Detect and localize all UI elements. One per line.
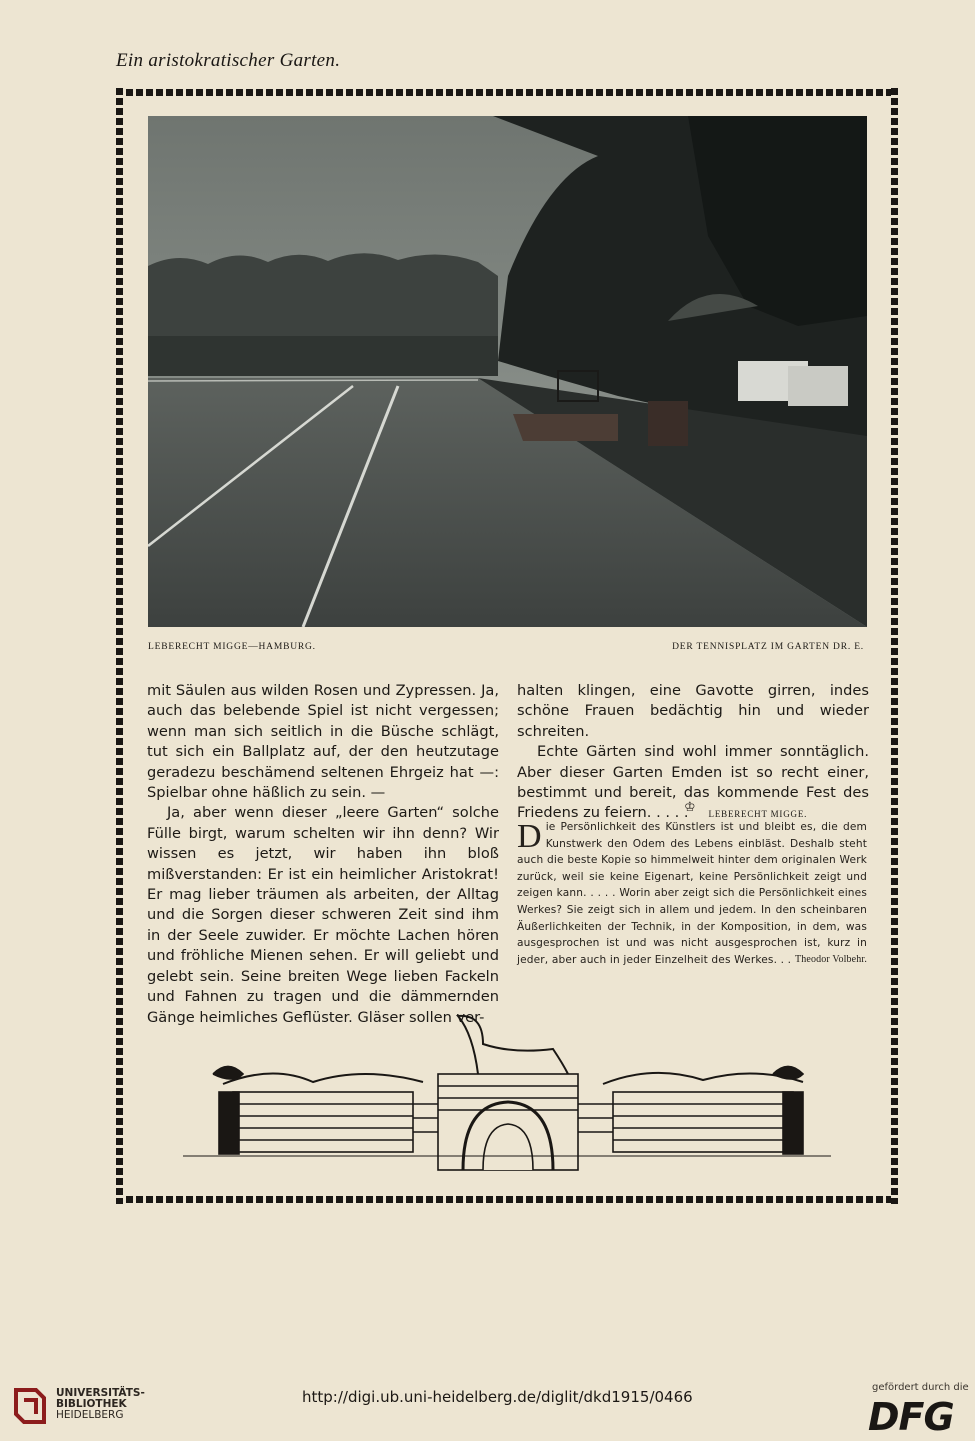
photo-caption-credit: LEBERECHT MIGGE—HAMBURG.	[148, 642, 316, 652]
author-signature: LEBERECHT MIGGE.	[708, 809, 808, 820]
decorative-border-left	[116, 88, 123, 1204]
decorative-border-top	[116, 89, 898, 96]
decorative-border-bottom	[116, 1196, 898, 1203]
permalink-url[interactable]: http://digi.ub.uni-heidelberg.de/diglit/dkd1915/0466	[302, 1388, 693, 1406]
tennis-court-photo	[148, 116, 867, 627]
quotation-block	[517, 819, 867, 968]
paragraph: Ja, aber wenn dieser „leere Garten“ solche Fülle birgt, warum schelten wir ihn denn? Wir wissen es jetzt, wir haben ihn bloß mißverstanden: Er ist ein heimlicher Aristokrat! Er mag lieber träumen als arbeiten, der Alltag und die Sorgen dieser schweren Zeit sind ihm in der Seele zuwider. Er möchte Lachen hören und fröhliche Mienen sehen. Er will geliebt und gelebt sein. Seine breiten Wege lieben Fackeln und Fahnen zu tragen und die dämmernden Gänge heimliches Geflüster. Gläser sollen ver-	[147, 804, 499, 1026]
crown-ornament-icon: ♔	[684, 800, 696, 815]
paragraph: halten klingen, eine Gavotte girren, indes schöne Frauen bedächtig hin und wieder schreiten.	[517, 682, 869, 740]
funding-label: gefördert durch die	[872, 1382, 969, 1393]
quote-text: ie Persönlichkeit des Künstlers ist und bleibt es, die dem Kunstwerk den Odem des Lebens einbläst. Deshalb steht auch die beste Kopie so himmelweit hinter dem originalen Werk zurück, weil sie keine Eigenart, keine Persönlichkeit zeigt und zeigen kann. . . . . Worin aber zeigt sich die Persönlichkeit eines Werkes? Sie zeigt sich in allem und jedem. In den scheinbaren Äußerlichkeiten der Technik, in der Komposition, in dem, was ausgesprochen ist und was nicht ausgesprochen ist, kurz in jeder, aber auch in jeder Einzelheit des Werkes. . .	[517, 821, 867, 966]
drop-cap: D	[517, 818, 542, 855]
paragraph-text: Echte Gärten sind wohl immer sonntäglich. Aber dieser Garten Emden ist so recht einer, bestimmt und bereit, das kommende Fest des Friedens zu feiern. . . . .	[517, 743, 869, 822]
decorative-border-right	[891, 88, 898, 1204]
running-title: Ein aristokratischer Garten.	[116, 50, 341, 71]
text-column-left	[147, 681, 499, 1028]
university-library-logo-icon	[12, 1386, 52, 1426]
garden-wall-vignette	[183, 1014, 831, 1190]
quote-author: Theodor Volbehr.	[794, 953, 867, 965]
photo-caption-title: DER TENNISPLATZ IM GARTEN DR. E.	[672, 642, 864, 652]
library-line: BIBLIOTHEK	[56, 1398, 127, 1410]
library-name	[56, 1388, 145, 1421]
library-line: UNIVERSITÄTS-	[56, 1387, 145, 1399]
library-line: HEIDELBERG	[56, 1409, 124, 1421]
paragraph: mit Säulen aus wilden Rosen und Zypressen. Ja, auch das belebende Spiel ist nicht vergessen; wenn man sich seitlich in die Büsche schlägt, tut sich ein Ballplatz auf, der den heutzutage geradezu beschämend seltenen Ehrgeiz hat —: Spielbar ohne häßlich zu sein. —	[147, 682, 499, 802]
dfg-logo: DFG	[868, 1395, 954, 1439]
